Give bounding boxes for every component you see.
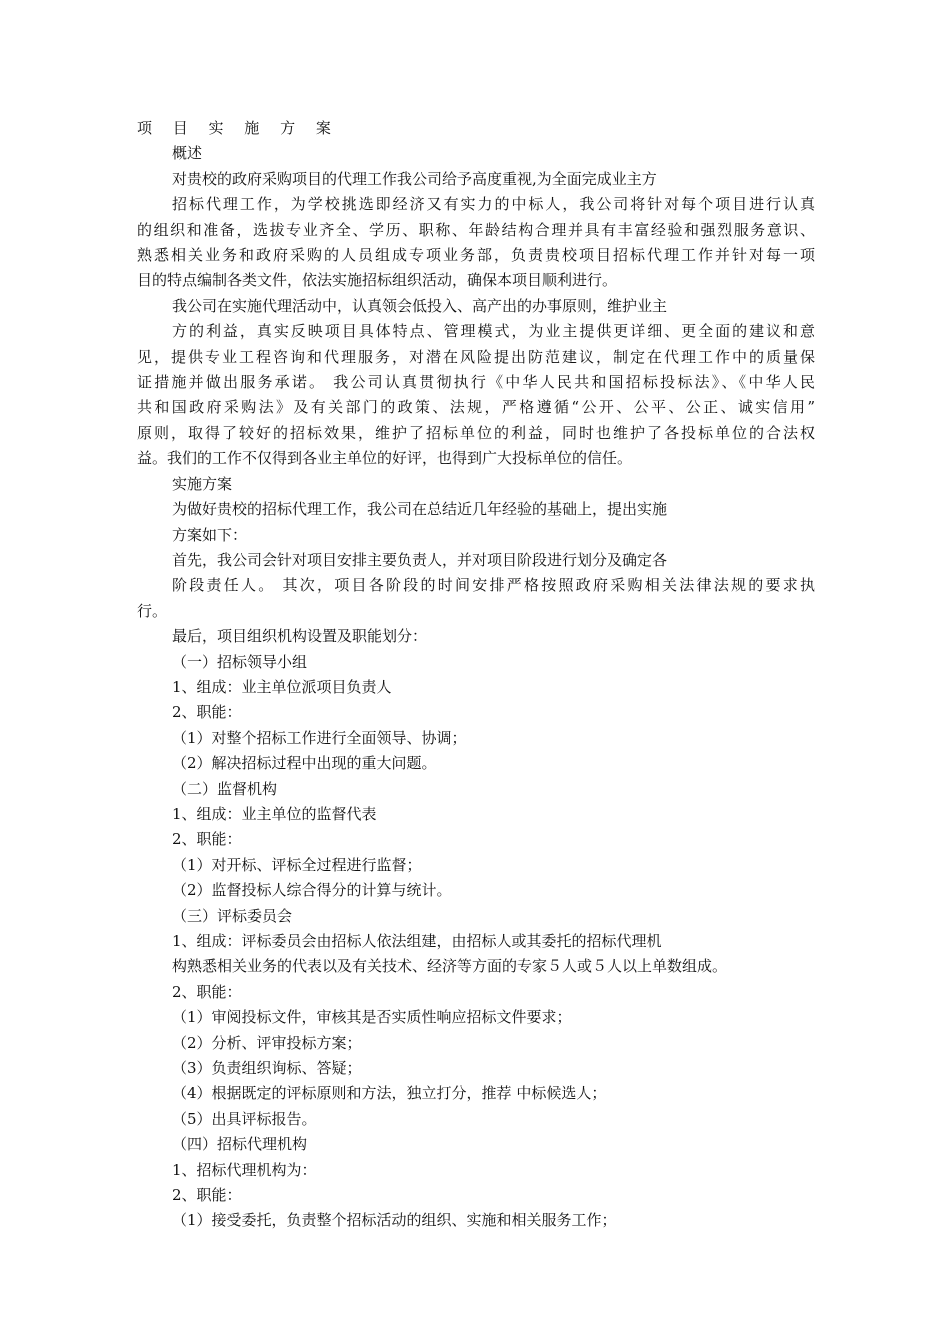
text-line: 1、组成：评标委员会由招标人依法组建，由招标人或其委托的招标代理机 <box>172 932 662 950</box>
text-line: （一）招标领导小组 <box>172 652 308 671</box>
document-title: 项 目 实 施 方 案 <box>137 119 339 137</box>
text-line: （4）根据既定的评标原则和方法，独立打分，推荐 中标候选人； <box>172 1084 607 1103</box>
text-line: （2）解决招标过程中出现的重大问题。 <box>172 754 437 773</box>
text-line: 方案如下： <box>172 525 248 544</box>
document-page <box>137 116 815 1234</box>
text-line: 1、招标代理机构为： <box>172 1160 317 1179</box>
text-line: （2）分析、评审投标方案； <box>172 1033 362 1052</box>
text-line: 目的特点编制各类文件，依法实施招标组织活动，确保本项目顺利进行。 <box>137 271 618 290</box>
text-line: 2、职能： <box>172 1186 242 1205</box>
text-line: 首先，我公司会针对项目安排主要负责人，并对项目阶段进行划分及确定各 <box>172 550 668 569</box>
text-line: （四）招标代理机构 <box>172 1135 308 1154</box>
text-line: 2、职能： <box>172 982 242 1001</box>
text-line: 原则，取得了较好的招标效果，维护了招标单位的利益，同时也维护了各投标单位的合法权 <box>137 423 815 442</box>
text-line: （二）监督机构 <box>172 779 278 798</box>
text-line: （2）监督投标人综合得分的计算与统计。 <box>172 881 452 900</box>
text-line: （3）负责组织询标、答疑； <box>172 1059 362 1078</box>
text-line: 证措施并做出服务承诺。 我公司认真贯彻执行《中华人民共和国招标投标法》、《中华人民 <box>137 373 815 392</box>
text-line: （三）评标委员会 <box>172 906 293 925</box>
text-line: 构熟悉相关业务的代表以及有关技术、经济等方面的专家５人或５人以上单数组成。 <box>172 957 728 976</box>
text-line: 为做好贵校的招标代理工作，我公司在总结近几年经验的基础上，提出实施 <box>172 500 668 519</box>
text-line: 概述 <box>172 144 203 163</box>
text-line: （1）审阅投标文件，审核其是否实质性响应招标文件要求； <box>172 1008 572 1027</box>
text-line: 对贵校的政府采购项目的代理工作我公司给予高度重视,为全面完成业主方 <box>172 169 657 188</box>
text-line: 我公司在实施代理活动中，认真领会低投入、高产出的办事原则，维护业主 <box>172 296 668 315</box>
text-line: 2、职能： <box>172 703 242 722</box>
text-line: 益。我们的工作不仅得到各业主单位的好评，也得到广大投标单位的信任。 <box>137 449 633 468</box>
text-line: （1）对开标、评标全过程进行监督； <box>172 855 422 874</box>
text-line: 1、组成：业主单位的监督代表 <box>172 804 377 823</box>
text-line: 熟悉相关业务和政府采购的人员组成专项业务部，负责贵校项目招标代理工作并针对每一项 <box>137 246 815 265</box>
text-line: 实施方案 <box>172 474 233 493</box>
text-line: 最后，项目组织机构设置及职能划分： <box>172 627 428 646</box>
text-line: （1）对整个招标工作进行全面领导、协调； <box>172 728 467 747</box>
text-line: 行。 <box>137 601 168 620</box>
document-body <box>137 141 815 1233</box>
text-line: （1）接受委托，负责整个招标活动的组织、实施和相关服务工作； <box>172 1211 617 1230</box>
text-line: 见，提供专业工程咨询和代理服务，对潜在风险提出防范建议，制定在代理工作中的质量保 <box>137 347 815 366</box>
text-line: 的组织和准备，选拔专业齐全、学历、职称、年龄结构合理并具有丰富经验和强烈服务意识、 <box>137 220 815 239</box>
text-line: 共和国政府采购法》及有关部门的政策、法规，严格遵循“公开、公平、公正、诚实信用” <box>137 398 815 417</box>
text-line: 2、职能： <box>172 830 242 849</box>
text-line: 招标代理工作，为学校挑选即经济又有实力的中标人，我公司将针对每个项目进行认真 <box>172 195 815 214</box>
text-line: 阶段责任人。 其次，项目各阶段的时间安排严格按照政府采购相关法律法规的要求执 <box>172 576 815 595</box>
text-line: （5）出具评标报告。 <box>172 1109 317 1128</box>
text-line: 1、组成：业主单位派项目负责人 <box>172 677 392 696</box>
text-line: 方的利益，真实反映项目具体特点、管理模式，为业主提供更详细、更全面的建议和意 <box>172 322 815 341</box>
